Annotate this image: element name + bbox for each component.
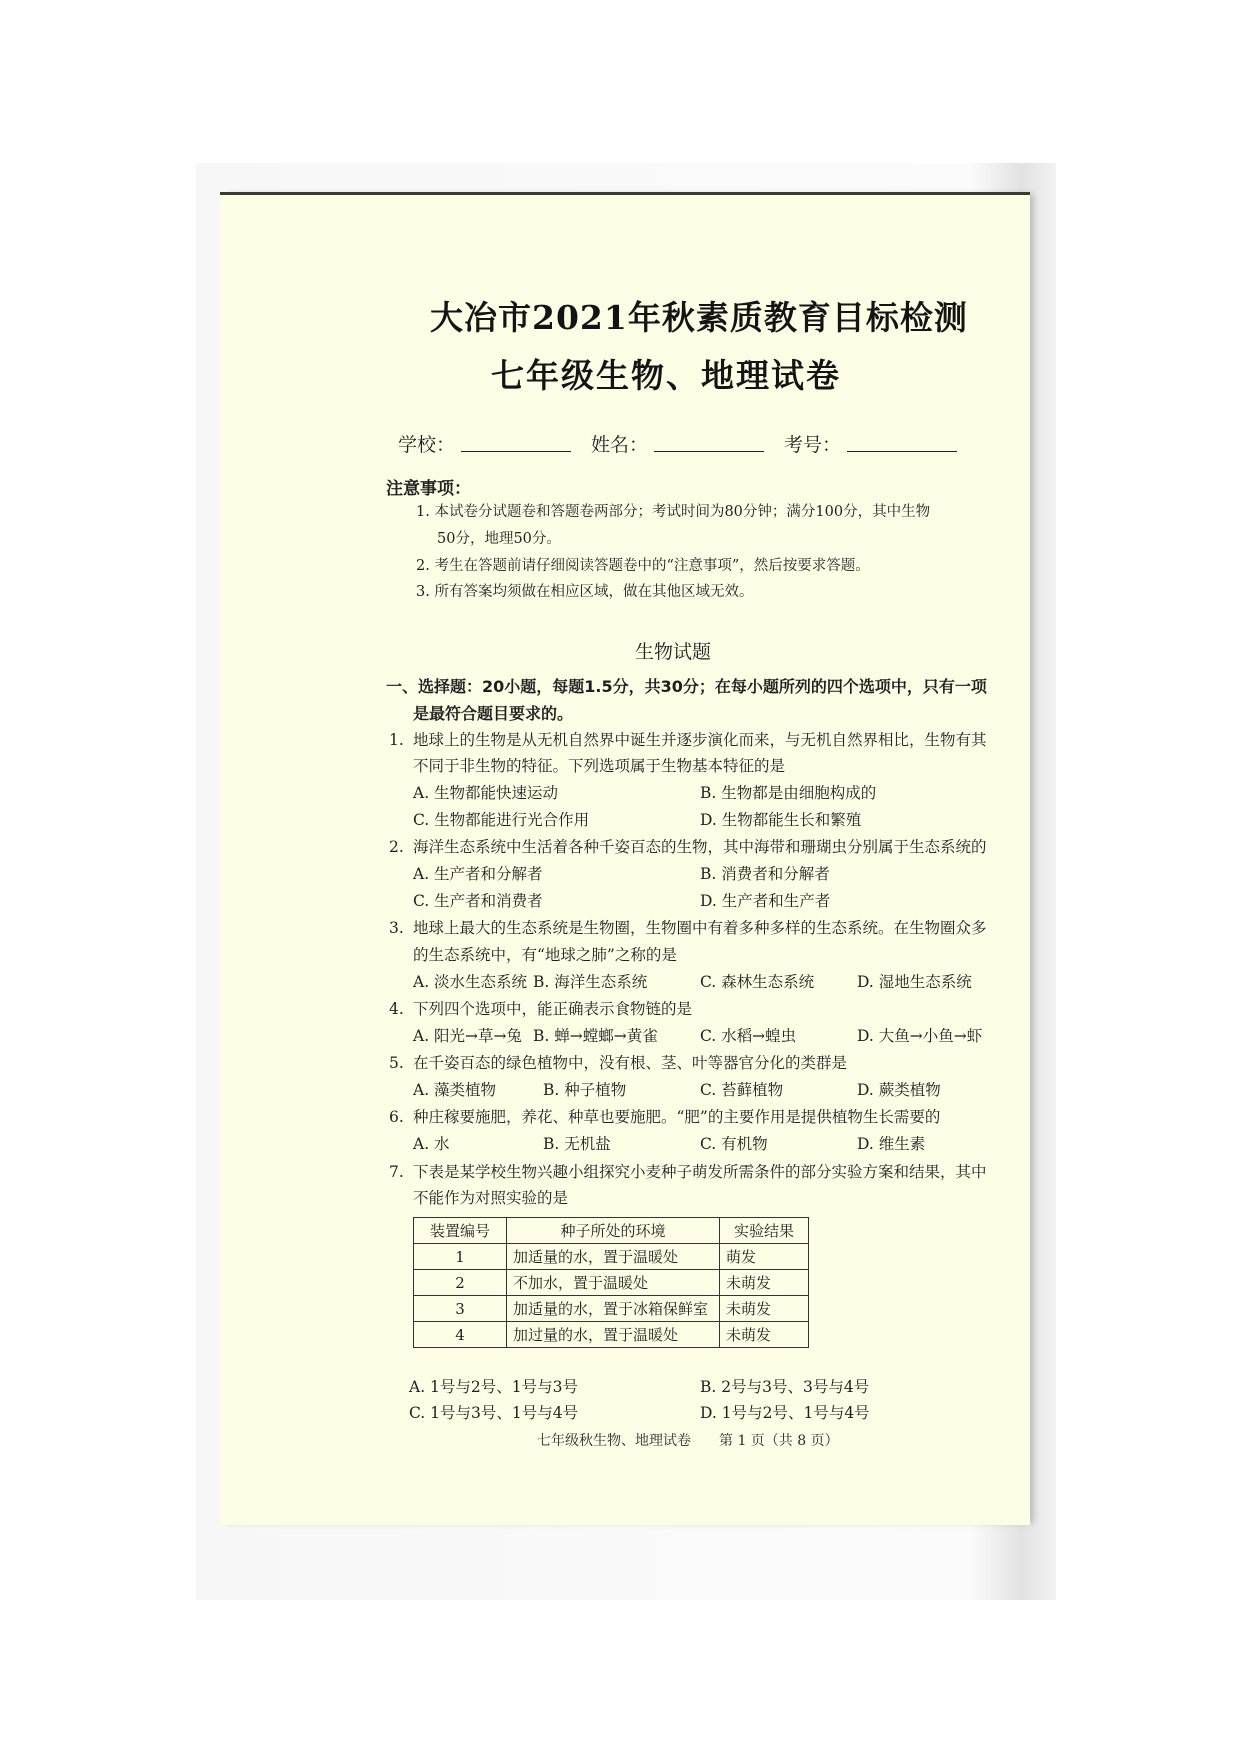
- notice-text: 所有答案均须做在相应区域，做在其他区域无效。: [434, 584, 754, 600]
- seed-environment: 加过量的水，置于温暖处: [507, 1322, 720, 1348]
- question-number: 6.: [389, 1108, 404, 1126]
- option-d[interactable]: D. 蕨类植物: [857, 1081, 941, 1099]
- table-header-row: [414, 1218, 809, 1244]
- notice-num: 1.: [416, 504, 430, 520]
- table-row: [414, 1244, 809, 1270]
- question-stem: 海洋生态系统中生活着各种千姿百态的生物，其中海带和珊瑚虫分别属于生态系统的: [413, 838, 987, 856]
- notice-num: 3.: [416, 584, 430, 600]
- question-stem: 下表是某学校生物兴趣小组探究小麦种子萌发所需条件的部分实验方案和结果，其中: [413, 1163, 987, 1181]
- column-header: 实验结果: [720, 1218, 809, 1244]
- experiment-result: 未萌发: [720, 1322, 809, 1348]
- experiment-result: 未萌发: [720, 1270, 809, 1296]
- option-b[interactable]: B. 无机盐: [543, 1135, 611, 1153]
- name-label: 姓名：: [591, 434, 649, 456]
- notice-text: 本试卷分试题卷和答题卷两部分；考试时间为80分钟；满分100分，其中生物: [434, 504, 931, 520]
- question-number: 5.: [389, 1054, 404, 1072]
- experiment-result: 未萌发: [720, 1296, 809, 1322]
- option-c[interactable]: C. 1号与3号、1号与4号: [409, 1404, 579, 1422]
- notice-text: 考生在答题前请仔细阅读答题卷中的“注意事项”，然后按要求答题。: [434, 558, 870, 574]
- part-heading-cont: 是最符合题目要求的。: [413, 704, 574, 723]
- question-4: [389, 997, 692, 1019]
- question-1: [389, 728, 987, 750]
- question-stem: 种庄稼要施肥，养花、种草也要施肥。“肥”的主要作用是提供植物生长需要的: [413, 1108, 941, 1126]
- experiment-table: [413, 1217, 809, 1348]
- exam-title: 大冶市2021年秋素质教育目标检测: [430, 298, 968, 337]
- option-c[interactable]: C. 水稻→蝗虫: [700, 1027, 797, 1045]
- option-c[interactable]: C. 有机物: [700, 1135, 768, 1153]
- question-stem-cont: 不能作为对照实验的是: [413, 1189, 569, 1207]
- option-c[interactable]: C. 生物都能进行光合作用: [413, 811, 590, 829]
- option-a[interactable]: A. 生产者和分解者: [413, 865, 543, 883]
- option-c[interactable]: C. 生产者和消费者: [413, 892, 543, 910]
- question-number: 7.: [389, 1163, 404, 1181]
- seed-environment: 不加水，置于温暖处: [507, 1270, 720, 1296]
- question-number: 1.: [389, 731, 404, 749]
- device-number: 4: [414, 1322, 507, 1348]
- option-d[interactable]: D. 1号与2号、1号与4号: [700, 1404, 870, 1422]
- question-3: [389, 916, 987, 938]
- table-row: [414, 1322, 809, 1348]
- seed-environment: 加适量的水，置于冰箱保鲜室: [507, 1296, 720, 1322]
- device-number: 3: [414, 1296, 507, 1322]
- question-stem: 地球上最大的生态系统是生物圈，生物圈中有着多种多样的生态系统。在生物圈众多: [413, 919, 987, 937]
- device-number: 1: [414, 1244, 507, 1270]
- name-field[interactable]: [654, 450, 764, 452]
- option-b[interactable]: B. 生物都是由细胞构成的: [700, 784, 877, 802]
- device-number: 2: [414, 1270, 507, 1296]
- exam-subtitle: 七年级生物、地理试卷: [491, 356, 841, 395]
- option-b[interactable]: B. 种子植物: [543, 1081, 627, 1099]
- question-number: 2.: [389, 838, 404, 856]
- question-number: 3.: [389, 919, 404, 937]
- school-label: 学校：: [398, 434, 456, 456]
- option-a[interactable]: A. 1号与2号、1号与3号: [409, 1378, 578, 1396]
- option-b[interactable]: B. 海洋生态系统: [533, 973, 648, 991]
- question-stem-cont: 不同于非生物的特征。下列选项属于生物基本特征的是: [413, 757, 786, 775]
- option-a[interactable]: A. 阳光→草→兔: [413, 1027, 523, 1045]
- section-title: 生物试题: [635, 641, 712, 663]
- exam-number-field[interactable]: [847, 450, 957, 452]
- table-row: [414, 1296, 809, 1322]
- exam-number-label: 考号：: [784, 434, 842, 456]
- question-stem: 下列四个选项中，能正确表示食物链的是: [413, 1000, 693, 1018]
- question-6: [389, 1105, 940, 1127]
- option-b[interactable]: B. 蝉→螳螂→黄雀: [533, 1027, 658, 1045]
- option-d[interactable]: D. 湿地生态系统: [857, 973, 972, 991]
- question-stem: 在千姿百态的绿色植物中，没有根、茎、叶等器官分化的类群是: [413, 1054, 848, 1072]
- column-header: 装置编号: [414, 1218, 507, 1244]
- notice-item: [416, 580, 753, 601]
- seed-environment: 加适量的水，置于温暖处: [507, 1244, 720, 1270]
- page-footer: 七年级秋生物、地理试卷 第 1 页（共 8 页）: [537, 1433, 839, 1449]
- option-a[interactable]: A. 水: [413, 1135, 450, 1153]
- school-field[interactable]: [461, 450, 571, 452]
- option-a[interactable]: A. 藻类植物: [413, 1081, 497, 1099]
- column-header: 种子所处的环境: [507, 1218, 720, 1244]
- question-number: 4.: [389, 1000, 404, 1018]
- option-d[interactable]: D. 维生素: [857, 1135, 926, 1153]
- option-a[interactable]: A. 生物都能快速运动: [413, 784, 559, 802]
- option-d[interactable]: D. 生产者和生产者: [700, 892, 831, 910]
- question-7: [389, 1160, 987, 1182]
- option-a[interactable]: A. 淡水生态系统: [413, 973, 528, 991]
- part-heading: 一、选择题：20小题，每题1.5分，共30分；在每小题所列的四个选项中，只有一项: [386, 677, 987, 696]
- question-stem: 地球上的生物是从无机自然界中诞生并逐步演化而来，与无机自然界相比，生物有其: [413, 731, 987, 749]
- option-d[interactable]: D. 生物都能生长和繁殖: [700, 811, 862, 829]
- notice-title: 注意事项：: [386, 479, 471, 499]
- notice-text-cont: 50分，地理50分。: [437, 531, 561, 547]
- experiment-result: 萌发: [720, 1244, 809, 1270]
- question-5: [389, 1051, 847, 1073]
- question-stem-cont: 的生态系统中，有“地球之肺”之称的是: [413, 946, 677, 964]
- table-row: [414, 1270, 809, 1296]
- notice-item: [416, 500, 930, 521]
- notice-item: [416, 554, 870, 575]
- option-b[interactable]: B. 2号与3号、3号与4号: [700, 1378, 870, 1396]
- student-info-fields: [398, 430, 957, 457]
- option-d[interactable]: D. 大鱼→小鱼→虾: [857, 1027, 983, 1045]
- option-c[interactable]: C. 苔藓植物: [700, 1081, 784, 1099]
- option-b[interactable]: B. 消费者和分解者: [700, 865, 830, 883]
- question-2: [389, 835, 987, 857]
- option-c[interactable]: C. 森林生态系统: [700, 973, 815, 991]
- notice-num: 2.: [416, 558, 430, 574]
